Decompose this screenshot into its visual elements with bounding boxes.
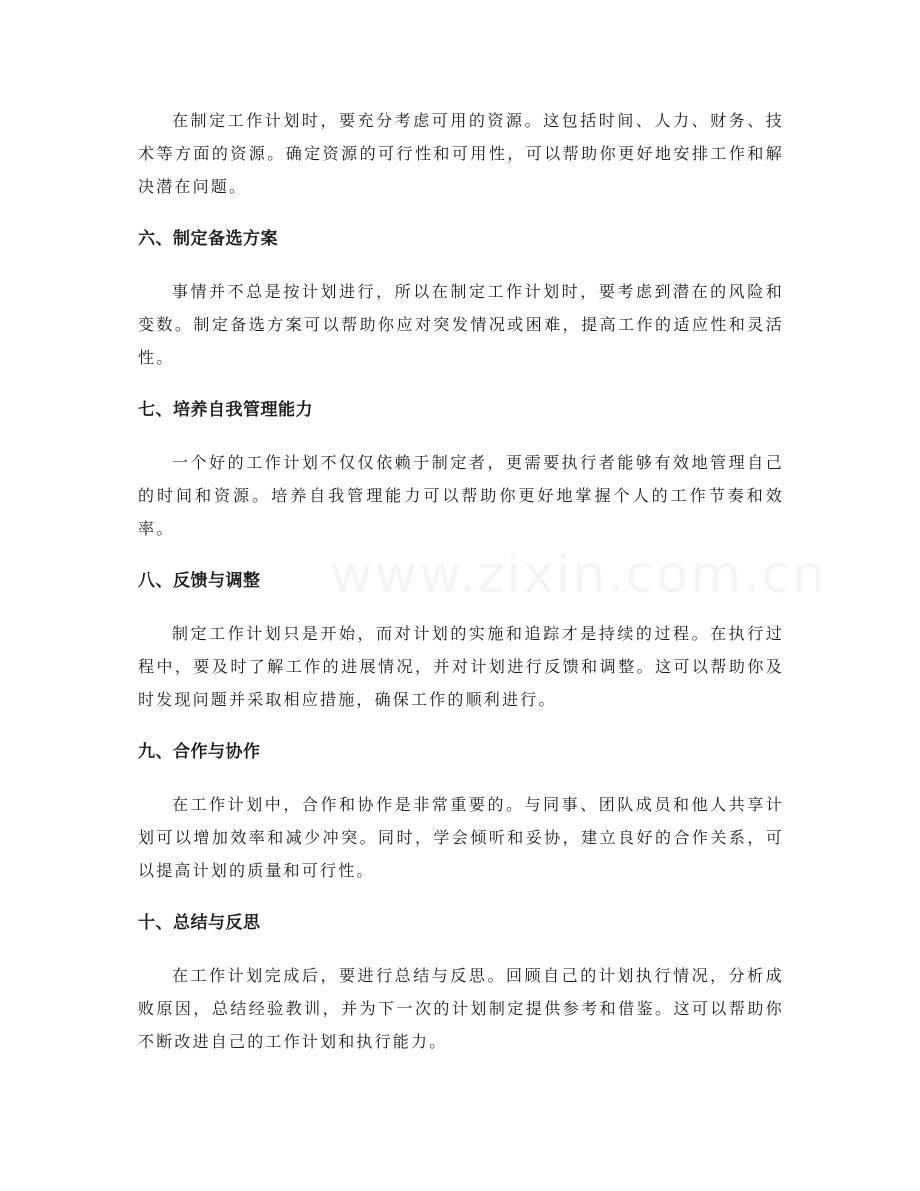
document-body [138, 104, 784, 1058]
section-paragraph-7: 一个好的工作计划不仅仅依赖于制定者，更需要执行者能够有效地管理自己的时间和资源。培养自我管理能力可以帮助你更好地掌握个人的工作节奏和效率。 [138, 453, 784, 538]
spacer [138, 256, 784, 275]
section-paragraph-9: 在工作计划中，合作和协作是非常重要的。与同事、团队成员和他人共享计划可以增加效率和减少冲突。同时，学会倾听和妥协，建立良好的合作关系，可以提高计划的质量和可行性。 [138, 795, 784, 880]
spacer [138, 545, 784, 565]
section-heading-8: 八、反馈与调整 [138, 571, 261, 591]
section-paragraph-10: 在工作计划完成后，要进行总结与反思。回顾自己的计划执行情况，分析成败原因，总结经验教训，并为下一次的计划制定提供参考和借鉴。这可以帮助你不断改进自己的工作计划和执行能力。 [138, 966, 784, 1051]
spacer [138, 374, 784, 394]
section-heading-6: 六、制定备选方案 [138, 229, 278, 249]
spacer [138, 598, 784, 617]
spacer [138, 769, 784, 788]
spacer [138, 427, 784, 446]
spacer [138, 887, 784, 907]
spacer [138, 203, 784, 223]
spacer [138, 940, 784, 959]
spacer [138, 716, 784, 736]
intro-paragraph: 在制定工作计划时，要充分考虑可用的资源。这包括时间、人力、财务、技术等方面的资源。确定资源的可行性和可用性，可以帮助你更好地安排工作和解决潜在问题。 [138, 111, 784, 196]
section-heading-7: 七、培养自我管理能力 [138, 400, 313, 420]
section-heading-9: 九、合作与协作 [138, 742, 261, 762]
section-paragraph-8: 制定工作计划只是开始，而对计划的实施和追踪才是持续的过程。在执行过程中，要及时了解工作的进展情况，并对计划进行反馈和调整。这可以帮助你及时发现问题并采取相应措施，确保工作的顺利进行。 [138, 624, 784, 709]
watermark: www.zixin.com.cn [330, 545, 827, 605]
section-paragraph-6: 事情并不总是按计划进行，所以在制定工作计划时，要考虑到潜在的风险和变数。制定备选方案可以帮助你应对突发情况或困难，提高工作的适应性和灵活性。 [138, 282, 784, 367]
section-heading-10: 十、总结与反思 [138, 913, 261, 933]
